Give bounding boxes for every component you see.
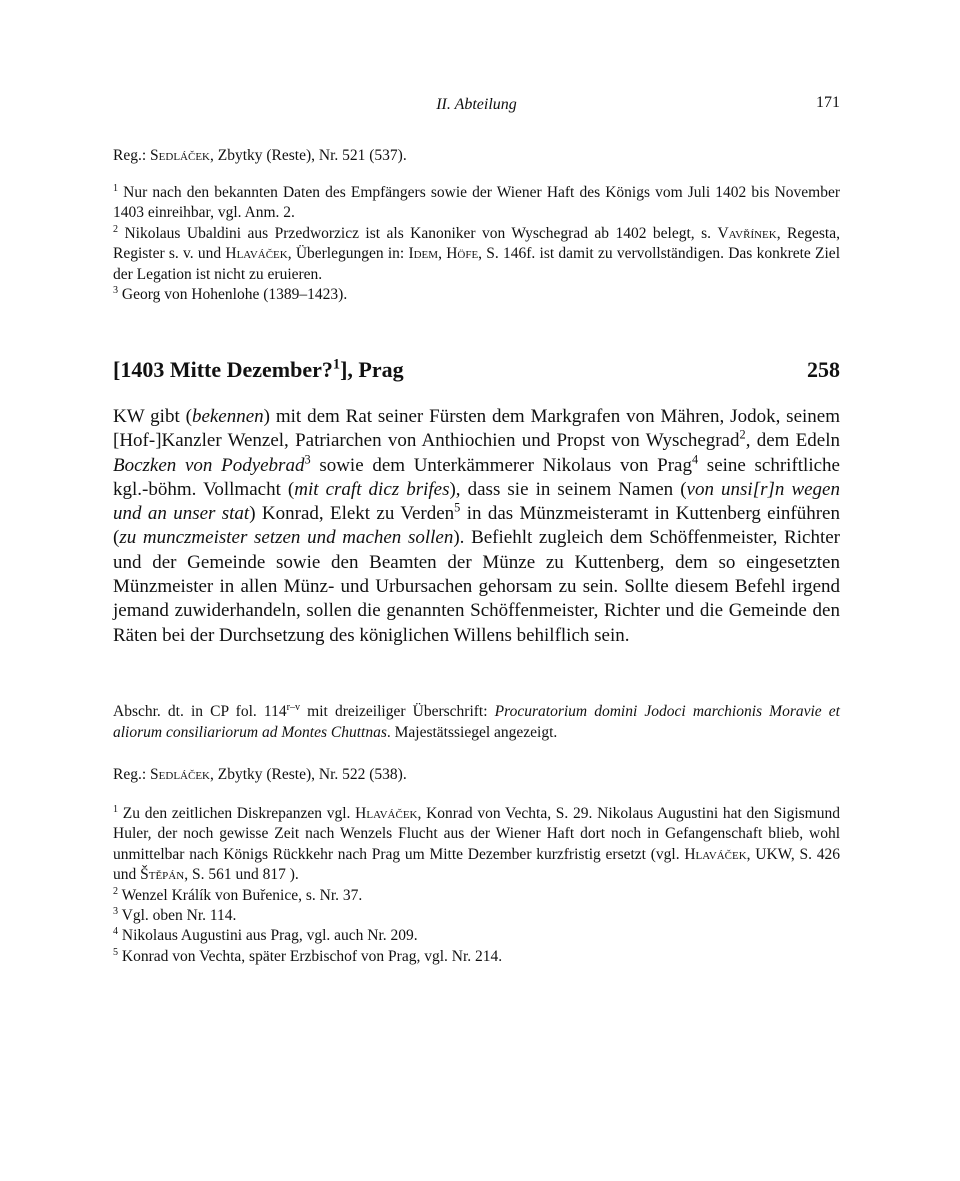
document-number: 258: [807, 357, 840, 382]
footnote-1: $^1$ Zu den zeitlichen Diskrepanzen vgl. Hlaváček, Konrad von Vechta, S. 29. Nikolaus Augustini hat den Sigismund Huler, der noch gewisse Zeit nach Wenzels Flucht aus der Wiener Haft dort noch in Gefangenschaft blieb, wohl unmittelbar nach Königs Rückkehr nach Prag um Mitte Dezember kurzfristig ersetzt (vgl. Hlaváček, UKW, S. 426 und Štěpán, S. 561 und 817 ).: [113, 803, 840, 884]
footnote-1: $^1$ Nur nach den bekannten Daten des Empfängers sowie der Wiener Haft des Königs vom Juli 1402 bis November 1403 einreihbar, vgl. Anm. 2.: [113, 182, 840, 222]
footnotes-bottom: [113, 804, 840, 967]
footnote-2: $^2$ Nikolaus Ubaldini aus Przedworzicz ist als Kanoniker von Wyschegrad ab 1402 belegt, s. Vavřínek, Regesta, Register s. v. und Hlaváček, Überlegungen in: Idem, Höfe, S. 146f. ist damit zu vervollständigen. Das konkrete Ziel der Legation ist nicht zu eruieren.: [113, 223, 840, 283]
regesta-reference-top: Reg.: Sedláček, Zbytky (Reste), Nr. 521 (537).: [113, 147, 407, 164]
running-head: [113, 94, 840, 118]
footnote-3: $^3$ Georg von Hohenlohe (1389–1423).: [113, 284, 348, 304]
document-header: [113, 357, 840, 387]
running-title: II. Abteilung: [436, 96, 517, 113]
author-name: Sedláček: [150, 147, 210, 164]
regesta-reference: Reg.: Sedláček, Zbytky (Reste), Nr. 522 (538).: [113, 766, 407, 783]
footnotes-top: [113, 183, 840, 305]
document-title: [1403 Mitte Dezember?$^1$], Prag: [113, 356, 404, 382]
author-name: Sedláček: [150, 766, 210, 783]
regest-paragraph: KW gibt (bekennen) mit dem Rat seiner Fürsten dem Markgrafen von Mähren, Jodok, seinem [Hof-]Kanzler Wenzel, Patriarchen von Anthiochien und Propst von Wyschegrad$^2$, dem Edeln Boczken von Podyebrad$^3$ sowie dem Unterkämmerer Nikolaus von Prag$^4$ seine schriftliche kgl.-böhm. Vollmacht (mit craft dicz brifes), dass sie in seinem Namen (von unsi[r]n wegen und an unser stat) Konrad, Elekt zu Verden$^5$ in das Münzmeisteramt in Kuttenberg einführen (zu munczmeister setzen und machen sollen). Befiehlt zugleich dem Schöffenmeister, Richter und der Gemeinde sowie den Beamten der Münze zu Kuttenberg, dem so eingesetzten Münzmeister in allen Münz- und Urbursachen gehorsam zu sein. Sollte diesem Befehl irgend jemand zuwiderhandeln, sollen die genannten Schöffenmeister, Richter und die Gemeinde den Räten bei der Durchsetzung des königlichen Willens behilflich sein.: [113, 406, 841, 646]
footnote-3: $^3$ Vgl. oben Nr. 114.: [113, 905, 237, 925]
footnote-5: $^5$ Konrad von Vechta, später Erzbischof von Prag, vgl. Nr. 214.: [113, 946, 503, 965]
footnote-4: $^4$ Nikolaus Augustini aus Prag, vgl. auch Nr. 209.: [113, 926, 418, 945]
tradition-note: Abschr. dt. in CP fol. 114$^{r-v}$ mit dreizeiliger Überschrift: Procuratorium domini Jodoci marchionis Moravie et aliorum consiliariorum ad Montes Chuttnas. Majestätssiegel angezeigt.: [113, 701, 840, 741]
page-number: 171: [816, 94, 840, 111]
footnote-2: $^2$ Wenzel Králík von Buřenice, s. Nr. 37.: [113, 885, 363, 904]
